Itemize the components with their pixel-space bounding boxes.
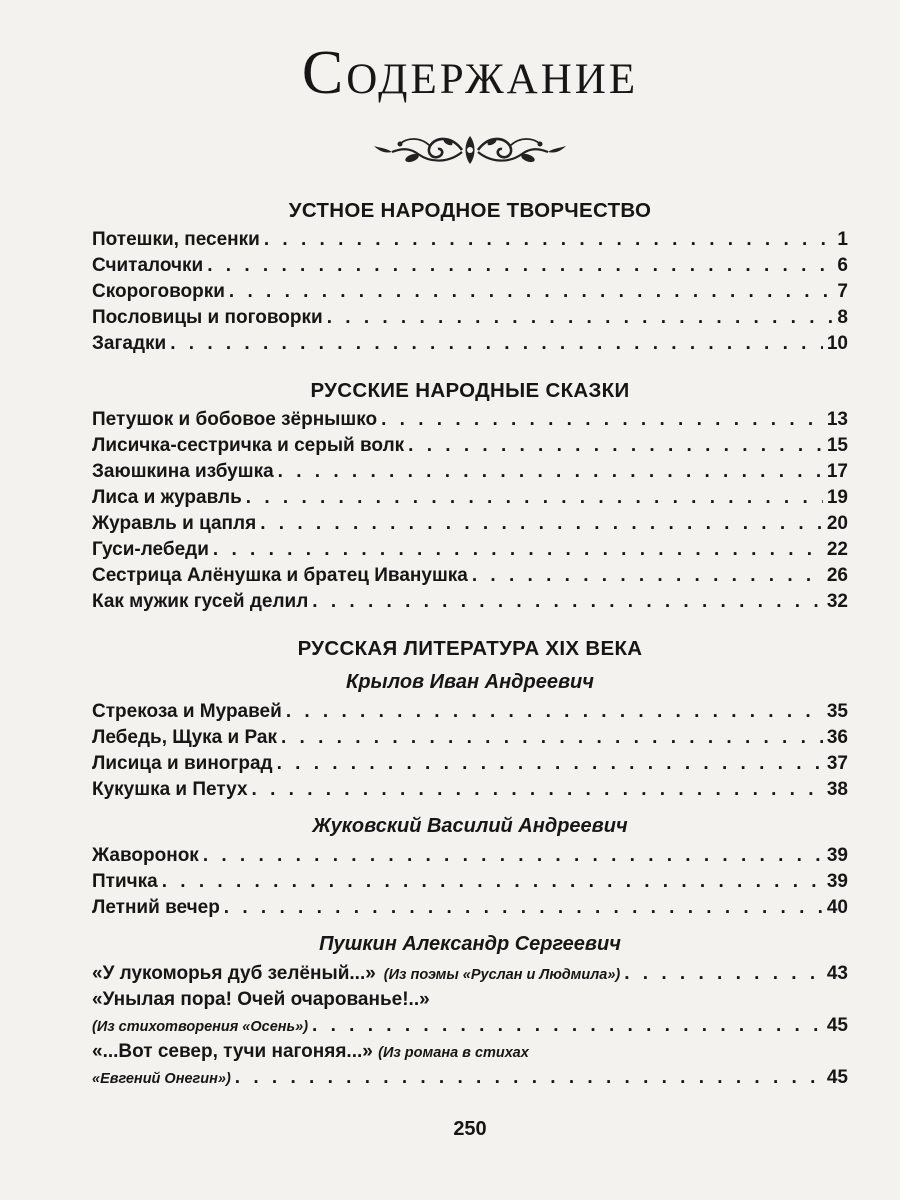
dot-leader	[408, 433, 823, 459]
entry-title: Лисичка-сестричка и серый волк	[92, 435, 405, 456]
entry-title: Как мужик гусей делил	[92, 591, 309, 612]
toc-entry[interactable]	[92, 961, 848, 987]
dot-leader	[286, 699, 823, 725]
entry-page: 39	[826, 871, 848, 892]
toc-entry[interactable]	[92, 777, 848, 803]
dot-leader	[472, 563, 823, 589]
entry-title: «У лукоморья дуб зелёный...»	[92, 963, 376, 984]
entry-page: 20	[826, 513, 848, 534]
entry-title: Лиса и журавль	[92, 487, 242, 508]
entry-title: Сестрица Алёнушка и братец Иванушка	[92, 565, 468, 586]
entry-title: Летний вечер	[92, 897, 220, 918]
dot-leader	[327, 305, 832, 331]
entry-page: 22	[826, 539, 848, 560]
entry-title: Гуси-лебеди	[92, 539, 209, 560]
toc-entry[interactable]	[92, 537, 848, 563]
section-heading: РУССКИЕ НАРОДНЫЕ СКАЗКИ	[310, 379, 630, 402]
author-heading: Пушкин Александр Сергеевич	[319, 933, 621, 955]
entry-page: 19	[826, 487, 848, 508]
section-gap	[92, 615, 848, 633]
toc-entry[interactable]	[92, 253, 848, 279]
entry-title: Стрекоза и Муравей	[92, 701, 282, 722]
entry-title: «Унылая пора! Очей очарованье!..»	[92, 989, 430, 1010]
dot-leader	[260, 511, 823, 537]
entry-note: (Из романа в стихах	[378, 1045, 529, 1061]
dot-leader	[213, 537, 823, 563]
dot-leader	[229, 279, 832, 305]
entry-title: Загадки	[92, 333, 167, 354]
toc-entry[interactable]	[92, 227, 848, 253]
entry-page: 38	[826, 779, 848, 800]
toc-entry[interactable]	[92, 459, 848, 485]
entry-page: 40	[826, 897, 848, 918]
entry-page: 26	[826, 565, 848, 586]
entry-note: (Из стихотворения «Осень»)	[92, 1019, 309, 1035]
toc-entry-line[interactable]	[92, 1039, 848, 1065]
toc-entry[interactable]	[92, 305, 848, 331]
entry-title: «...Вот север, тучи нагоняя...»	[92, 1041, 373, 1062]
page-number: 250	[453, 1118, 487, 1140]
entry-page: 8	[837, 307, 848, 328]
dot-leader	[381, 407, 823, 433]
toc-entry-continuation[interactable]	[92, 1013, 848, 1039]
entry-page: 43	[826, 963, 848, 984]
entry-page: 6	[837, 255, 848, 276]
entry-title: Лисица и виноград	[92, 753, 273, 774]
dot-leader	[246, 485, 823, 511]
dot-leader	[170, 331, 823, 357]
entry-page: 13	[826, 409, 848, 430]
author-heading: Крылов Иван Андреевич	[346, 671, 594, 693]
entry-page: 17	[826, 461, 848, 482]
entry-page: 32	[826, 591, 848, 612]
entry-title: Скороговорки	[92, 281, 225, 302]
entry-page: 35	[826, 701, 848, 722]
toc-entry[interactable]	[92, 751, 848, 777]
entry-page: 37	[826, 753, 848, 774]
entry-title: Заюшкина избушка	[92, 461, 274, 482]
entry-page: 39	[826, 845, 848, 866]
entry-title: Жаворонок	[92, 845, 199, 866]
entry-page: 45	[826, 1015, 848, 1036]
toc-entry[interactable]	[92, 485, 848, 511]
entry-note: «Евгений Онегин»)	[92, 1071, 231, 1087]
section-heading: УСТНОЕ НАРОДНОЕ ТВОРЧЕСТВО	[288, 199, 652, 222]
dot-leader	[203, 843, 823, 869]
author-heading: Жуковский Василий Андреевич	[312, 815, 628, 837]
dot-leader	[235, 1065, 823, 1091]
toc-entry[interactable]	[92, 407, 848, 433]
section-gap	[92, 357, 848, 375]
entry-title: Считалочки	[92, 255, 204, 276]
dot-leader	[281, 725, 823, 751]
toc-entry[interactable]	[92, 843, 848, 869]
toc-entry[interactable]	[92, 895, 848, 921]
section-heading: РУССКАЯ ЛИТЕРАТУРА XIX ВЕКА	[297, 637, 643, 660]
entry-title: Петушок и бобовое зёрнышко	[92, 409, 378, 430]
dot-leader	[252, 777, 823, 803]
dot-leader	[277, 751, 823, 777]
toc-entry[interactable]	[92, 699, 848, 725]
entry-page: 15	[826, 435, 848, 456]
entry-page: 1	[837, 229, 848, 250]
dot-leader	[278, 459, 823, 485]
dot-leader	[162, 869, 823, 895]
entry-title: Птичка	[92, 871, 158, 892]
toc-entry[interactable]	[92, 433, 848, 459]
dot-leader	[312, 1013, 823, 1039]
entry-page: 45	[826, 1067, 848, 1088]
entry-title: Пословицы и поговорки	[92, 307, 323, 328]
entry-page: 10	[826, 333, 848, 354]
toc-entry[interactable]	[92, 279, 848, 305]
toc-entry[interactable]	[92, 725, 848, 751]
entry-title: Журавль и цапля	[92, 513, 257, 534]
table-of-contents	[92, 195, 848, 1091]
floral-divider-icon	[370, 128, 570, 172]
dot-leader	[264, 227, 832, 253]
dot-leader	[624, 961, 823, 987]
entry-title: Лебедь, Щука и Рак	[92, 727, 277, 748]
entry-title: Потешки, песенки	[92, 229, 260, 250]
dot-leader	[224, 895, 823, 921]
toc-entry-continuation[interactable]	[92, 1065, 848, 1091]
toc-page	[92, 0, 848, 1200]
entry-note: (Из поэмы «Руслан и Людмила»)	[383, 967, 621, 983]
toc-entry[interactable]	[92, 589, 848, 615]
entry-title: Кукушка и Петух	[92, 779, 248, 800]
entry-page: 36	[826, 727, 848, 748]
toc-entry-line[interactable]	[92, 987, 848, 1013]
dot-leader	[207, 253, 832, 279]
toc-entry[interactable]	[92, 511, 848, 537]
toc-entry[interactable]	[92, 869, 848, 895]
page-title: Содержание	[301, 39, 639, 107]
toc-entry[interactable]	[92, 331, 848, 357]
toc-entry[interactable]	[92, 563, 848, 589]
dot-leader	[312, 589, 823, 615]
entry-page: 7	[837, 281, 848, 302]
